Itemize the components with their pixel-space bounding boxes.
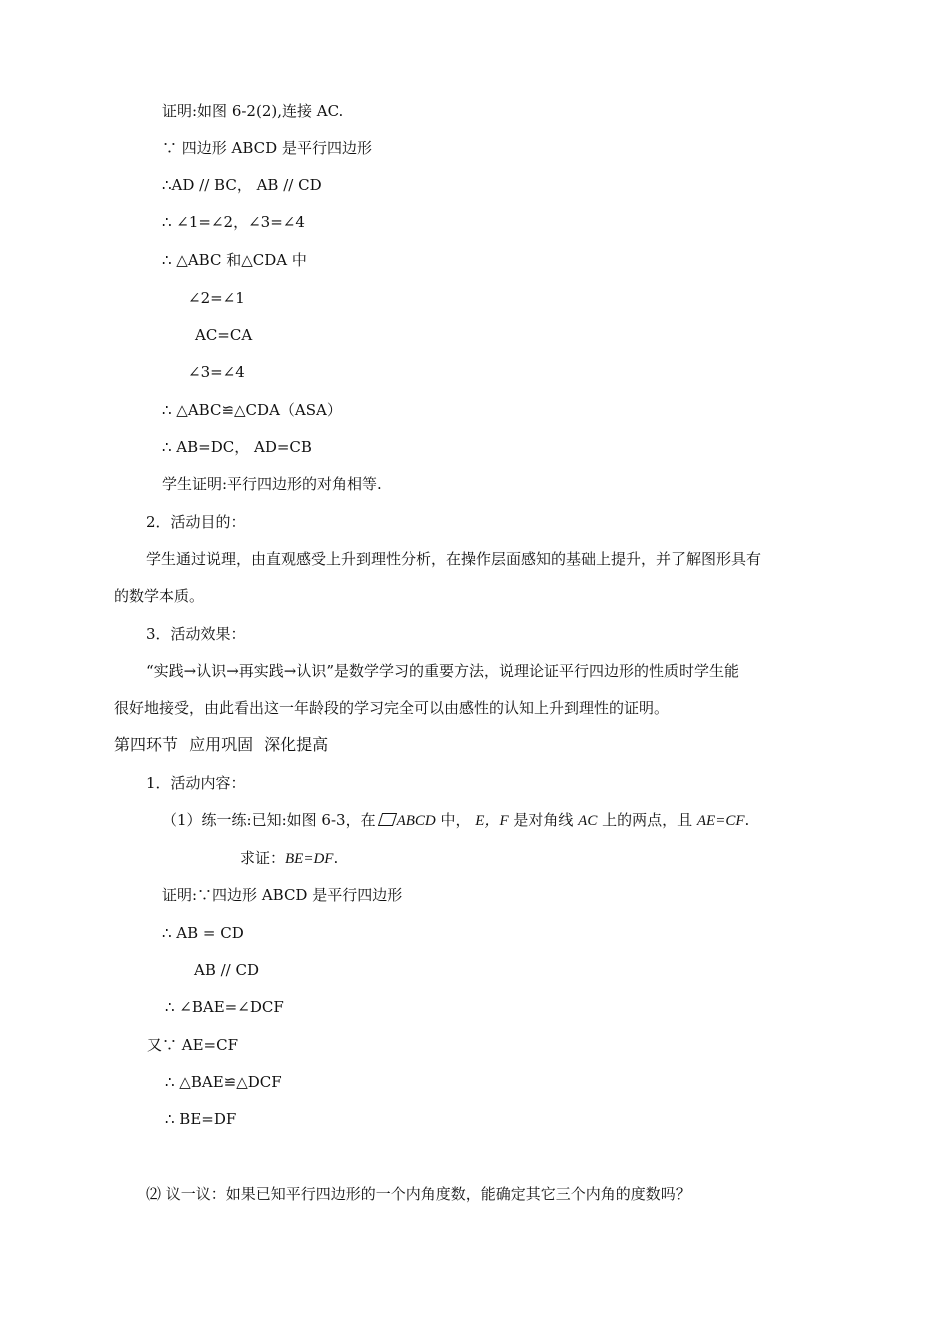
exercise1-ac: AC: [578, 813, 598, 829]
prove-label: 求证：: [240, 849, 286, 867]
exercise1-ef: E，F: [475, 813, 509, 829]
proof1-line8: ∠3=∠4: [188, 363, 245, 381]
proof2-line7: ∴ BE=DF: [165, 1110, 237, 1128]
proof2-line1: 证明:∵四边形 ABCD 是平行四边形: [162, 886, 403, 904]
section4-content-title: 1．活动内容：: [146, 774, 246, 792]
prove-end: .: [333, 849, 339, 867]
exercise2-line: ⑵ 议一议：如果已知平行四边形的一个内角度数，能确定其它三个内角的度数吗？: [146, 1185, 691, 1203]
activity-effect-paragraph-line1: “实践→认识→再实践→认识”是数学学习的重要方法，说理论证平行四边形的性质时学生能: [146, 662, 740, 680]
exercise1-mid1: 中，: [435, 811, 476, 829]
exercise1-line: [162, 810, 749, 831]
proof1-line9: ∴ △ABC≌△CDA（ASA）: [162, 401, 342, 419]
exercise1-mid2: 是对角线: [508, 811, 579, 829]
section4-heading: 第四环节 应用巩固 深化提高: [114, 735, 329, 754]
proof1-line7: AC=CA: [195, 326, 253, 344]
proof1-line6: ∠2=∠1: [188, 289, 245, 307]
activity-effect-paragraph-line2: 很好地接受，由此看出这一年龄段的学习完全可以由感性的认知上升到理性的证明。: [114, 699, 670, 717]
proof1-line4: ∴ ∠1=∠2，∠3=∠4: [162, 213, 305, 231]
proof2-line5: 又∵ AE=CF: [147, 1036, 239, 1054]
proof2-line3: AB // CD: [194, 961, 260, 979]
proof2-line4: ∴ ∠BAE=∠DCF: [165, 998, 284, 1016]
activity-effect-title: 3．活动效果：: [146, 625, 246, 643]
exercise1-abcd: ABCD: [396, 813, 436, 829]
proof1-line5: ∴ △ABC 和△CDA 中: [162, 251, 307, 269]
proof1-line11: 学生证明:平行四边形的对角相等.: [162, 475, 382, 493]
prove-line: [240, 848, 338, 869]
exercise1-condition: AE=CF: [696, 813, 745, 829]
activity-goal-paragraph-line1: 学生通过说理，由直观感受上升到理性分析，在操作层面感知的基础上提升，并了解图形具有: [146, 550, 762, 568]
proof1-line10: ∴ AB=DC， AD=CB: [162, 438, 312, 456]
parallelogram-icon: [377, 813, 396, 826]
prove-expression: BE=DF: [285, 851, 334, 867]
proof2-line2: ∴ AB = CD: [162, 924, 244, 942]
proof1-line1: 证明:如图 6-2(2),连接 AC.: [162, 102, 344, 120]
exercise1-mid3: 上的两点，且: [597, 811, 697, 829]
exercise1-prefix: （1）练一练:已知:如图 6-3，在: [162, 811, 376, 829]
exercise1-end: .: [744, 811, 750, 829]
activity-goal-paragraph-line2: 的数学本质。: [114, 587, 205, 605]
proof1-line2: ∵ 四边形 ABCD 是平行四边形: [162, 139, 372, 157]
activity-goal-title: 2．活动目的：: [146, 513, 246, 531]
proof2-line6: ∴ △BAE≌△DCF: [165, 1073, 282, 1091]
proof1-line3: ∴AD // BC， AB // CD: [162, 176, 322, 194]
